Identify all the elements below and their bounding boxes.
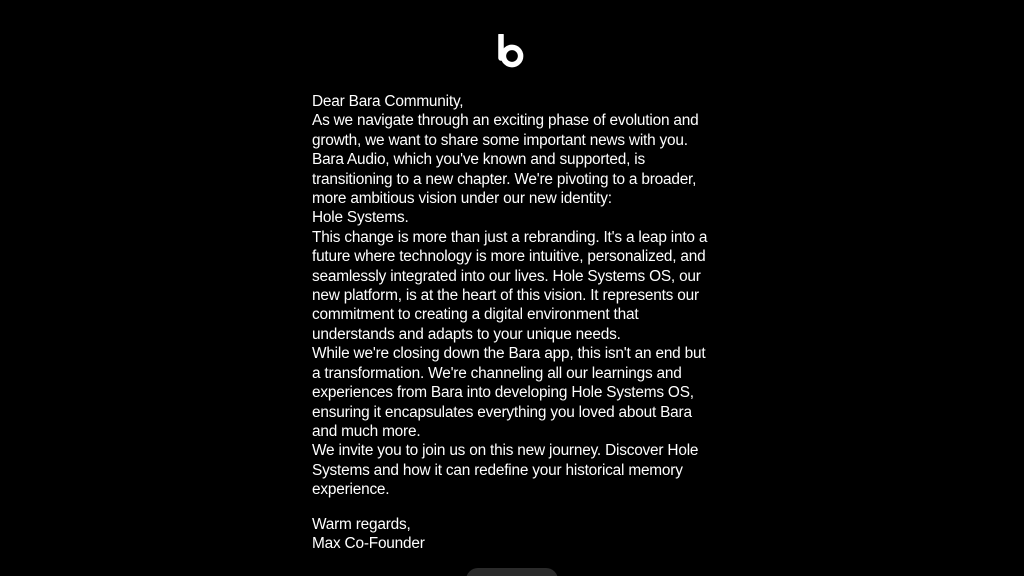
letter-signature: Max Co-Founder — [312, 534, 425, 552]
letter-paragraph-1: As we navigate through an exciting phase of evolution and growth, we want to share some important news with you. Bara Audio, which you've known and supported, is transitioning to a new chapter. We're pivoting to a broader, more ambitious vision under our new identity: — [312, 112, 699, 208]
bara-logo-icon — [498, 34, 526, 68]
letter-new-identity: Hole Systems. — [312, 209, 409, 227]
letter-closing: Warm regards, — [312, 515, 411, 533]
letter-paragraph-2: This change is more than just a rebranding. It's a leap into a future where technology is more intuitive, personalized, and seamlessly integrated into our lives. Hole Systems OS, our new platform, is at the heart of this vision. It represents our commitment to creating a digital environment that understands and adapts to your unique needs. — [312, 228, 708, 343]
announcement-letter — [312, 92, 712, 553]
bottom-action-button[interactable] — [466, 568, 558, 576]
letter-paragraph-3: While we're closing down the Bara app, this isn't an end but a transformation. We're channeling all our learnings and experiences from Bara into developing Hole Systems OS, ensuring it encapsulates everything you loved about Bara and much more. — [312, 345, 706, 440]
letter-paragraph-4: We invite you to join us on this new journey. Discover Hole Systems and how it can redefine your historical memory experience. — [312, 442, 699, 499]
letter-greeting: Dear Bara Community, — [312, 93, 464, 110]
